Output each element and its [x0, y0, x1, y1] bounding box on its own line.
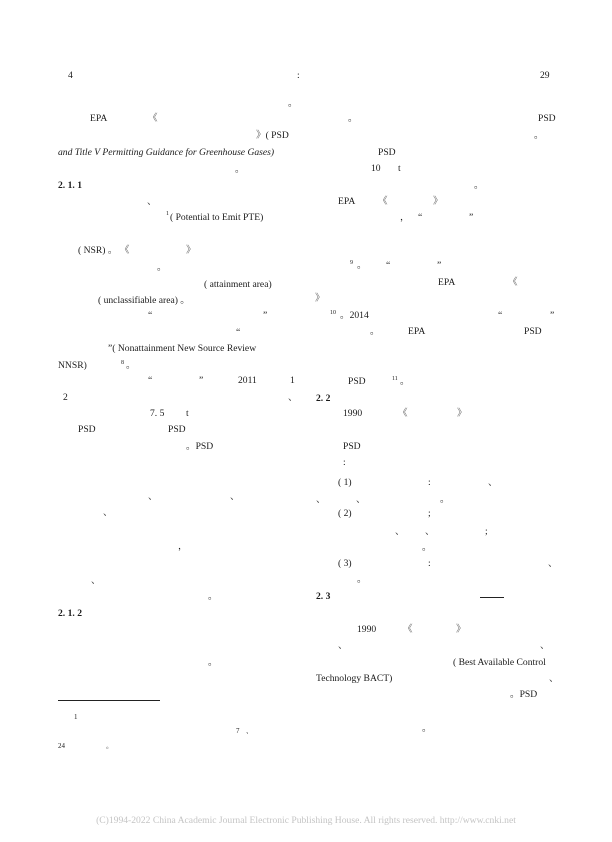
text-fragment: 》: [315, 293, 325, 304]
header-page-number-left: 4: [68, 70, 73, 81]
text-fragment: 、: [425, 526, 435, 537]
text-fragment: 》: [456, 624, 466, 635]
text-fragment: ，: [178, 541, 188, 552]
section-heading-2-3: 2. 3: [316, 591, 331, 602]
text-fragment: 、: [395, 526, 405, 537]
text-fragment: 、: [230, 491, 240, 502]
text-fragment: 《: [403, 624, 413, 635]
text-fragment: 》: [186, 245, 196, 256]
text-fragment: 、: [356, 494, 366, 505]
text-fragment: 10: [371, 163, 381, 174]
text-fragment: t: [398, 163, 401, 174]
text-fragment: 。: [422, 723, 432, 734]
text-fragment: 。: [422, 542, 432, 553]
text-fragment: 《: [148, 113, 158, 124]
text-fragment: 》: [457, 408, 467, 419]
citation-superscript: 10: [330, 310, 336, 316]
text-fragment: 》: [433, 196, 443, 207]
citation-superscript: 11: [392, 376, 398, 382]
copyright-footer: (C)1994-2022 China Academic Journal Electronic Publishing House. All rights reserved. http://www.cnki.net: [96, 815, 516, 826]
text-fragment: 。: [357, 574, 367, 585]
text-fragment: 、: [548, 558, 558, 569]
citation-superscript: 9: [350, 260, 353, 266]
footnote-text: 7: [236, 727, 240, 735]
text-fragment: ;: [428, 508, 431, 519]
text-fragment: 、: [549, 673, 559, 684]
text-fragment: ;: [485, 526, 488, 537]
section-heading-2-1-2: 2. 1. 2: [58, 608, 82, 619]
citation-superscript: 1: [166, 211, 169, 217]
text-fragment: 、: [103, 507, 113, 518]
text-fragment: 。PSD: [186, 441, 214, 452]
text-fragment: 。: [400, 376, 410, 387]
text-fragment: 、: [91, 575, 101, 586]
text-fragment: ”: [199, 375, 204, 386]
text-fragment: ”: [437, 260, 442, 271]
text-fragment: and Title V Permitting Guidance for Greenhouse Gases): [58, 147, 275, 158]
text-fragment: EPA: [90, 113, 108, 124]
text-fragment: ”: [550, 310, 555, 321]
text-fragment: ( 1): [338, 477, 352, 488]
text-fragment: Technology BACT): [316, 673, 393, 684]
text-fragment: 、: [338, 640, 348, 651]
text-fragment: EPA: [338, 196, 356, 207]
text-fragment: 。: [534, 130, 544, 141]
text-fragment: 1: [290, 375, 295, 386]
text-fragment: ( 2): [338, 508, 352, 519]
text-fragment: 、: [148, 491, 158, 502]
text-fragment: 。PSD: [510, 689, 538, 700]
text-fragment: 1990: [343, 408, 363, 419]
text-fragment: 、: [147, 196, 157, 207]
text-fragment: “: [148, 375, 153, 386]
citation-superscript: 8: [121, 360, 124, 366]
header-page-number-right: 29: [540, 70, 550, 81]
text-fragment: 《: [398, 408, 408, 419]
text-fragment: ( 3): [338, 558, 352, 569]
footnote-text: 24: [58, 742, 65, 750]
text-fragment: PSD: [524, 326, 542, 337]
text-fragment: ( NSR) 。 《: [78, 245, 130, 256]
text-fragment: 《: [378, 196, 388, 207]
text-fragment: 。: [208, 657, 218, 668]
text-fragment: 。: [157, 262, 167, 273]
text-fragment: EPA: [408, 326, 426, 337]
section-heading-2-1-1: 2. 1. 1: [58, 180, 82, 191]
text-fragment: PSD: [78, 424, 96, 435]
text-fragment: 。: [126, 360, 136, 371]
text-fragment: PSD: [348, 376, 366, 387]
heading-dash: [480, 597, 504, 598]
text-fragment: 、: [288, 392, 298, 403]
text-fragment: ( Potential to Emit PTE): [170, 212, 264, 223]
text-fragment: “: [148, 310, 153, 321]
text-fragment: 7. 5: [150, 408, 165, 419]
text-fragment: ”( Nonattainment New Source Review: [108, 343, 257, 354]
text-fragment: 1990: [357, 624, 377, 635]
text-fragment: ( unclassifiable area) 。: [98, 295, 190, 306]
text-fragment: 。: [370, 326, 380, 337]
text-fragment: 。2014: [340, 310, 369, 321]
text-fragment: 、: [488, 477, 498, 488]
text-fragment: PSD: [343, 441, 361, 452]
text-fragment: 。: [235, 164, 245, 175]
text-fragment: NNSR): [58, 360, 87, 371]
text-fragment: PSD: [168, 424, 186, 435]
footnote-text: 、: [246, 727, 253, 735]
text-fragment: ( Best Available Control: [453, 657, 546, 668]
text-fragment: 。: [348, 113, 358, 124]
text-fragment: ( attainment area): [204, 279, 272, 290]
footnote-marker: 1: [74, 713, 78, 721]
text-fragment: 。: [440, 494, 450, 505]
footnote-rule: [58, 700, 160, 701]
text-fragment: 、: [540, 640, 550, 651]
text-fragment: 、: [316, 494, 326, 505]
text-fragment: 。: [208, 591, 218, 602]
text-fragment: :: [428, 477, 431, 488]
text-fragment: 。: [288, 98, 298, 109]
section-heading-2-2: 2. 2: [316, 393, 331, 404]
text-fragment: 2: [63, 392, 68, 403]
text-fragment: “: [386, 260, 391, 271]
text-fragment: 《: [508, 277, 518, 288]
text-fragment: 。: [474, 180, 484, 191]
text-fragment: ”: [263, 310, 268, 321]
text-fragment: “: [236, 327, 241, 338]
text-fragment: PSD: [538, 113, 556, 124]
text-fragment: “: [418, 212, 423, 223]
header-journal-title: :: [297, 70, 300, 81]
footnote-text: 。: [106, 742, 113, 750]
text-fragment: :: [428, 558, 431, 569]
text-fragment: 》( PSD: [256, 130, 289, 141]
text-fragment: 2011: [238, 375, 257, 386]
text-fragment: 。: [357, 260, 367, 271]
text-fragment: ”: [469, 212, 474, 223]
text-fragment: PSD: [378, 147, 396, 158]
text-fragment: ，: [400, 212, 410, 223]
text-fragment: :: [343, 457, 346, 468]
text-fragment: t: [186, 408, 189, 419]
text-fragment: EPA: [438, 277, 456, 288]
text-fragment: “: [498, 310, 503, 321]
